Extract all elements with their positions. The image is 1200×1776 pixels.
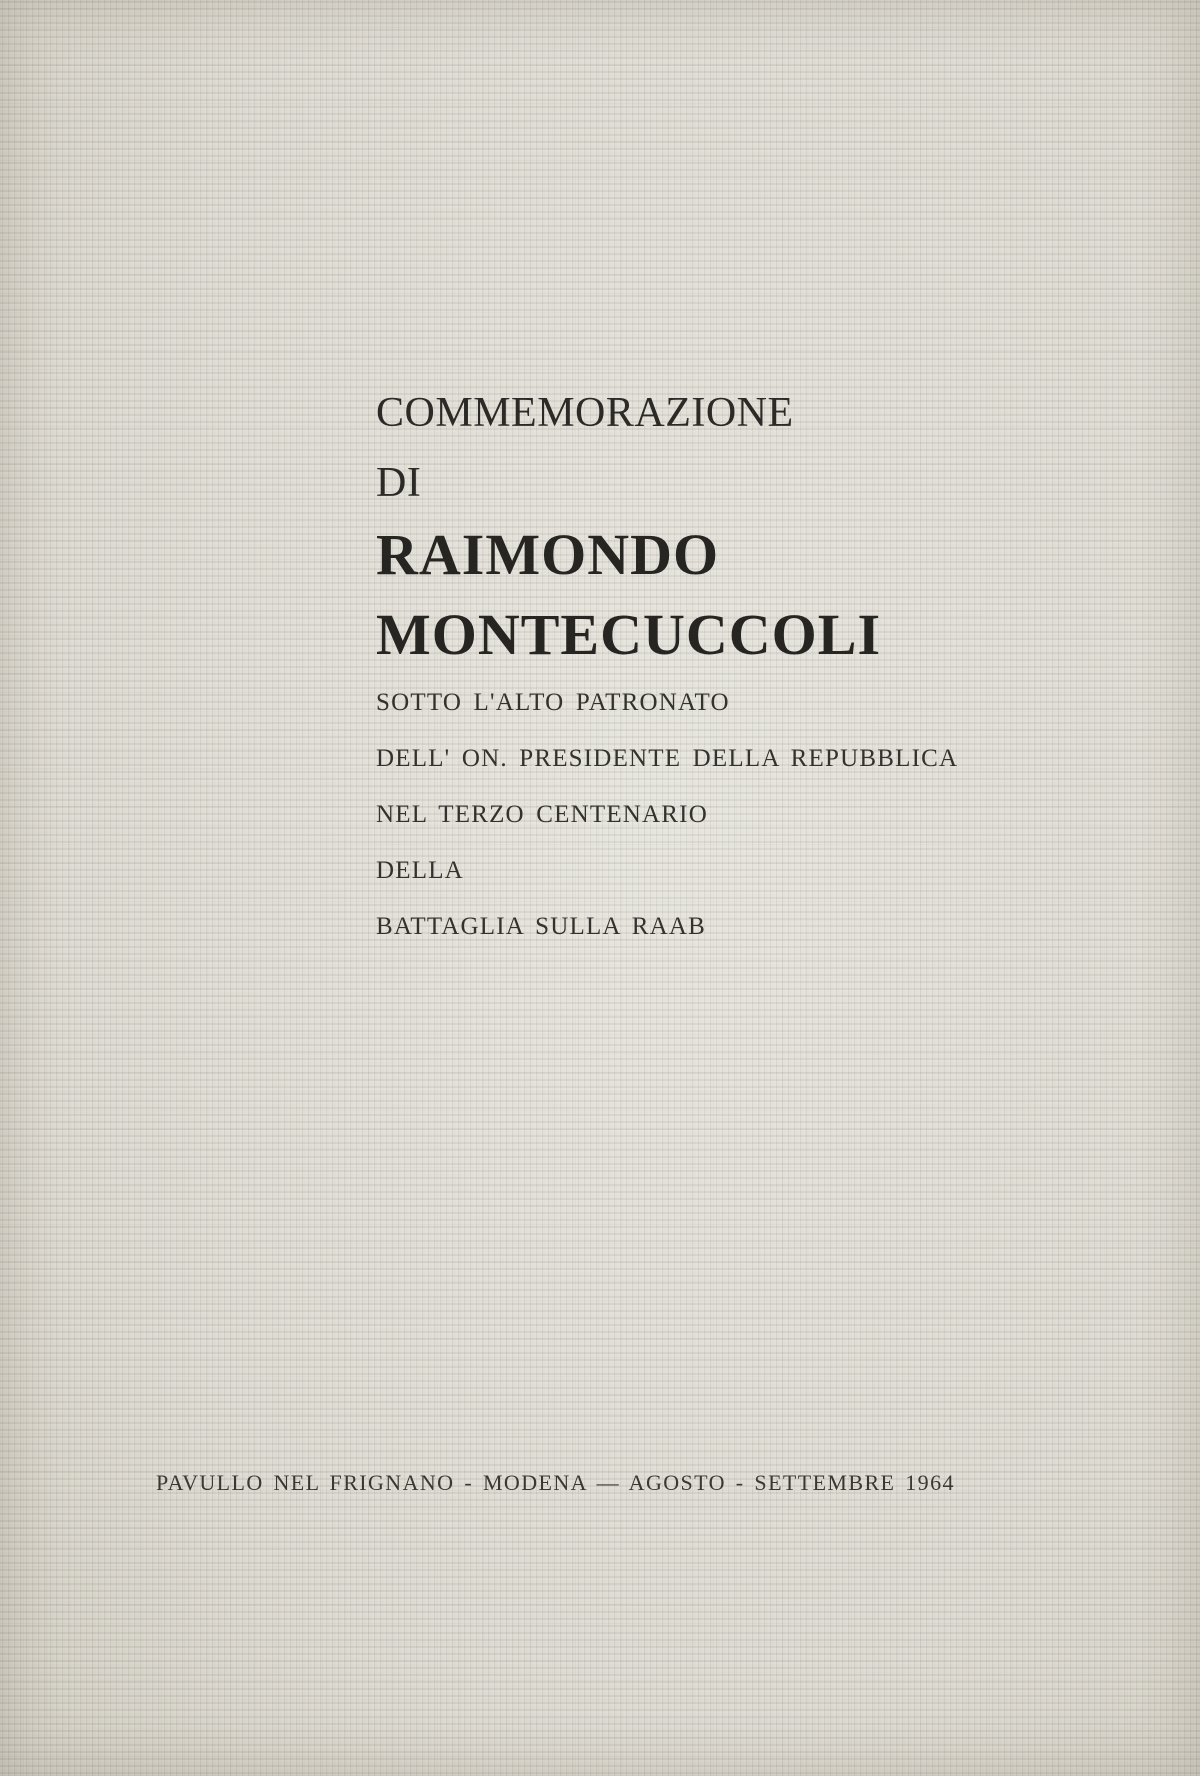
subtitle-line: SOTTO L'ALTO PATRONATO — [376, 689, 730, 716]
subtitle-line: DELLA — [376, 857, 464, 884]
subtitle-line: NEL TERZO CENTENARIO — [376, 801, 708, 828]
name-montecuccoli: MONTECUCCOLI — [376, 602, 882, 667]
title-block — [376, 392, 958, 970]
title-di: DI — [376, 460, 422, 506]
imprint-place-date: PAVULLO NEL FRIGNANO - MODENA — AGOSTO - SETTEMBRE 1964 — [156, 1470, 955, 1495]
subtitle-lines — [376, 690, 958, 939]
title-commemorazione: COMMEMORAZIONE — [376, 390, 794, 436]
subtitle-line: DELL' ON. PRESIDENTE DELLA REPUBBLICA — [376, 745, 959, 772]
name-raimondo: RAIMONDO — [376, 522, 720, 587]
subtitle-line: BATTAGLIA SULLA RAAB — [376, 913, 707, 940]
